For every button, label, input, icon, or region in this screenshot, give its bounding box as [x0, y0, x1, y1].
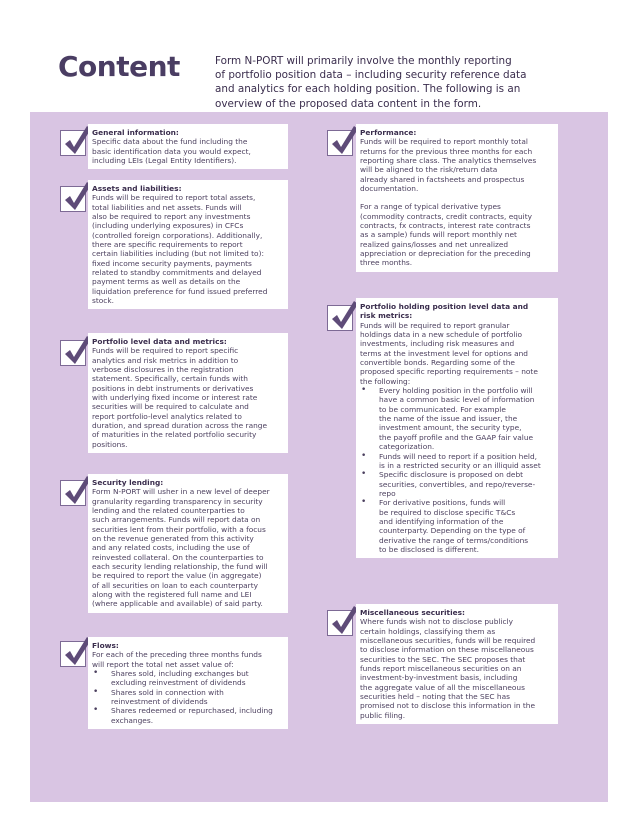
page-title: Content [58, 50, 180, 83]
portfolio-level-card: Portfolio level data and metrics: Funds will be required to report specific analytics and risk metrics in addition to verbose disclosures in the registration statement. Specifically, certain funds with positions in debt instruments or derivatives with underlying fixed income or interest rate securities will be required to calculate and report portfolio-level analytics related to duration, and spread duration across the range of maturities in the related portfolio security positions. [88, 333, 288, 453]
general-information-card: General information: Specific data about the fund including the basic identification data you would expect, including LEIs (Legal Entity Identifiers). [88, 124, 288, 169]
holding-bullet-list [360, 386, 552, 554]
checkbox-checked-icon [60, 641, 86, 667]
list-item: • Shares sold in connection with reinvestment of dividends [92, 688, 282, 707]
page-header [0, 0, 638, 112]
checkbox-checked-icon [327, 610, 353, 636]
card-title: Portfolio holding position level data and risk metrics: [360, 302, 529, 321]
list-item: • Every holding position in the portfolio will have a common basic level of information to be communicated. For example the name of the issue and issuer, the investment amount, the security type, the payoff profile and the GAAP fair value categorization. [360, 386, 552, 451]
checkbox-checked-icon [60, 186, 86, 212]
intro-paragraph: Form N-PORT will primarily involve the monthly reporting of portfolio position data – including security reference data and analytics for each holding position. The following is an overview of the proposed data content in the form. [215, 55, 527, 110]
miscellaneous-securities-card: Miscellaneous securities: Where funds wish not to disclose publicly certain holdings, classifying them as miscellaneous securities, funds will be required to disclose information on these miscellaneous securities to the SEC. The SEC proposes that funds report miscellaneous securities on an investment-by-investment basis, including the aggregate value of all the miscellaneous securities held – noting that the SEC has promised not to disclose this information in the public filing. [356, 604, 558, 724]
checkbox-checked-icon [60, 480, 86, 506]
holding-level-card: Portfolio holding position level data and risk metrics: Funds will be required to report granular holdings data in a new schedule of portfolio investments, including risk measures and terms at the investment level for options and convertible bonds. Regarding some of the proposed specific reporting requirements – note the following: • Every holding position in the portfolio will have a common basic level of information to be communicated. For example the name of the issue and issuer, the investment amount, the security type, the payoff profile and the GAAP fair value categorization. • Funds will need to report if a position held, is in a restricted security or an illiquid asset • Specific disclosure is proposed on debt securities, convertibles, and repo/reverse- repo • For derivative positions, funds will be required to disclose specific T&Cs and identifying information of the counterparty. Depending on the type of derivative the range of terms/conditions to be disclosed is different. [356, 298, 558, 558]
assets-liabilities-card: Assets and liabilities: Funds will be required to report total assets, total liabilities and net assets. Funds will also be required to report any investments (including underlying exposures) in CFCs (controlled foreign corporations). Additionally, there are specific requirements to report certain liabilities including (but not limited to): fixed income security payments, payments related to standby commitments and delayed payment terms as well as details on the liquidation preference for fund issued preferred stock. [88, 180, 288, 309]
checkbox-checked-icon [327, 130, 353, 156]
checkbox-checked-icon [60, 340, 86, 366]
list-item: • Funds will need to report if a position held, is in a restricted security or an illiquid asset [360, 452, 552, 471]
card-title: Flows: [92, 641, 119, 650]
security-lending-card: Security lending: Form N-PORT will usher in a new level of deeper granularity regarding transparency in security lending and the related counterparties to such arrangements. Funds will report data on securities lent from their portfolio, with a focus on the revenue generated from this activity and any related costs, including the use of reinvested collateral. On the counterparties to each security lending relationship, the fund will be required to report the value (in aggregate) of all securities on loan to each counterparty along with the registered full name and LEI (where applicable and available) of said party. [88, 474, 288, 613]
performance-card: Performance: Funds will be required to report monthly total returns for the previous three months for each reporting share class. The analytics themselves will be aligned to the risk/return data already shared in factsheets and prospectus documentation. For a range of typical derivative types (commodity contracts, credit contracts, equity contracts, fx contracts, interest rate contracts as a sample) funds will report monthly net realized gains/losses and net unrealized appreciation or depreciation for the preceding three months. [356, 124, 558, 272]
flows-bullet-list [92, 669, 282, 725]
checkbox-checked-icon [327, 305, 353, 331]
list-item: • Shares redeemed or repurchased, including exchanges. [92, 706, 282, 725]
card-title: Performance: [360, 128, 417, 137]
card-title: Security lending: [92, 478, 164, 487]
list-item: • Specific disclosure is proposed on debt securities, convertibles, and repo/reverse- repo [360, 470, 552, 498]
list-item: • Shares sold, including exchanges but excluding reinvestment of dividends [92, 669, 282, 688]
card-title: Miscellaneous securities: [360, 608, 465, 617]
card-title: Assets and liabilities: [92, 184, 182, 193]
card-title: Portfolio level data and metrics: [92, 337, 227, 346]
flows-card: Flows: For each of the preceding three months funds will report the total net asset value of: • Shares sold, including exchanges but excluding reinvestment of dividends • Shares sold in connection with reinvestment of dividends • Shares redeemed or repurchased, including exchanges. [88, 637, 288, 729]
list-item: • For derivative positions, funds will be required to disclose specific T&Cs and identifying information of the counterparty. Depending on the type of derivative the range of terms/conditions to be disclosed is different. [360, 498, 552, 554]
checkbox-checked-icon [60, 130, 86, 156]
card-title: General information: [92, 128, 179, 137]
